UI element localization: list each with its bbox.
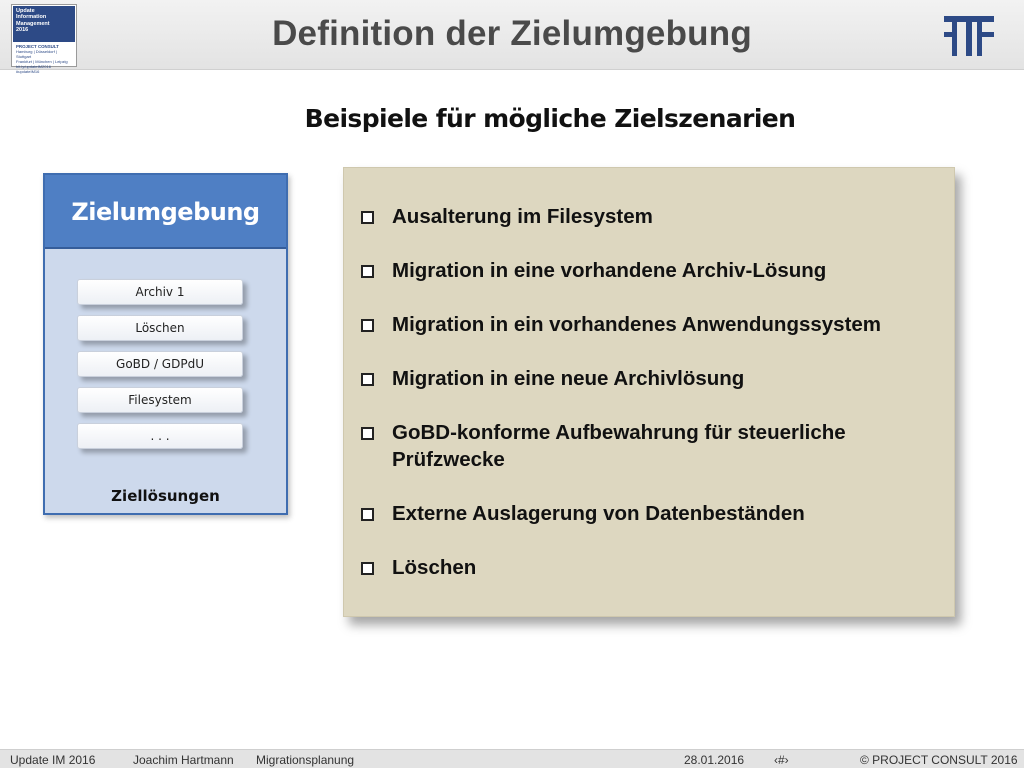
target-item: Löschen bbox=[77, 315, 243, 341]
project-consult-logo-icon bbox=[944, 14, 994, 58]
target-environment-box bbox=[43, 173, 288, 515]
target-title: Zielumgebung bbox=[45, 175, 286, 249]
scenario-text: Migration in eine vorhandene Archiv-Lösung bbox=[392, 259, 827, 282]
footer-copyright: © PROJECT CONSULT 2016 bbox=[860, 753, 1018, 767]
scenario-item bbox=[356, 419, 951, 473]
checkbox-bullet-icon bbox=[361, 211, 374, 224]
logo-cities: Hamburg | Düsseldorf | Stuttgart bbox=[16, 49, 57, 59]
target-item: GoBD / GDPdU bbox=[77, 351, 243, 377]
scenario-item bbox=[356, 311, 951, 338]
logo-line: Management bbox=[16, 20, 50, 27]
page-title: Definition der Zielumgebung bbox=[272, 14, 752, 53]
footer-author: Joachim Hartmann bbox=[133, 753, 234, 767]
target-footer: Ziellösungen bbox=[111, 487, 220, 505]
scenario-item bbox=[356, 554, 951, 581]
scenario-text: GoBD-konforme Aufbewahrung für steuerliche Prüfzwecke bbox=[392, 421, 846, 471]
slide-subtitle: Beispiele für mögliche Zielszenarien bbox=[304, 104, 796, 133]
checkbox-bullet-icon bbox=[361, 427, 374, 440]
checkbox-bullet-icon bbox=[361, 265, 374, 278]
target-item: Filesystem bbox=[77, 387, 243, 413]
logo-tag: bit.ly/updateIM2016 #updateIM16 bbox=[16, 64, 51, 74]
checkbox-bullet-icon bbox=[361, 562, 374, 575]
scenario-text: Ausalterung im Filesystem bbox=[392, 205, 653, 228]
scenario-text: Löschen bbox=[392, 556, 477, 579]
scenario-panel bbox=[343, 167, 955, 617]
logo-line: Information bbox=[16, 14, 47, 21]
checkbox-bullet-icon bbox=[361, 373, 374, 386]
footer-page-number: ‹#› bbox=[774, 753, 789, 767]
logo-line: Update bbox=[16, 8, 35, 14]
logo-brand: PROJECT CONSULT bbox=[16, 44, 59, 49]
footer-topic: Migrationsplanung bbox=[256, 753, 355, 767]
footer-date: 28.01.2016 bbox=[684, 753, 745, 767]
logo-line: 2016 bbox=[16, 27, 29, 34]
scenario-item bbox=[356, 257, 951, 284]
footer-event: Update IM 2016 bbox=[10, 753, 96, 767]
scenario-item bbox=[356, 365, 951, 392]
scenario-text: Migration in ein vorhandenes Anwendungssystem bbox=[392, 313, 882, 336]
scenario-item bbox=[356, 500, 951, 527]
scenario-text: Migration in eine neue Archivlösung bbox=[392, 367, 745, 390]
target-item: . . . bbox=[77, 423, 243, 449]
footer-bar bbox=[0, 749, 1024, 768]
target-item: Archiv 1 bbox=[77, 279, 243, 305]
logo-cities: Frankfurt | München | Leipzig bbox=[16, 59, 68, 64]
scenario-list bbox=[356, 203, 951, 608]
checkbox-bullet-icon bbox=[361, 319, 374, 332]
scenario-item bbox=[356, 203, 951, 230]
scenario-text: Externe Auslagerung von Datenbeständen bbox=[392, 502, 805, 525]
header-bar bbox=[0, 0, 1024, 74]
checkbox-bullet-icon bbox=[361, 508, 374, 521]
